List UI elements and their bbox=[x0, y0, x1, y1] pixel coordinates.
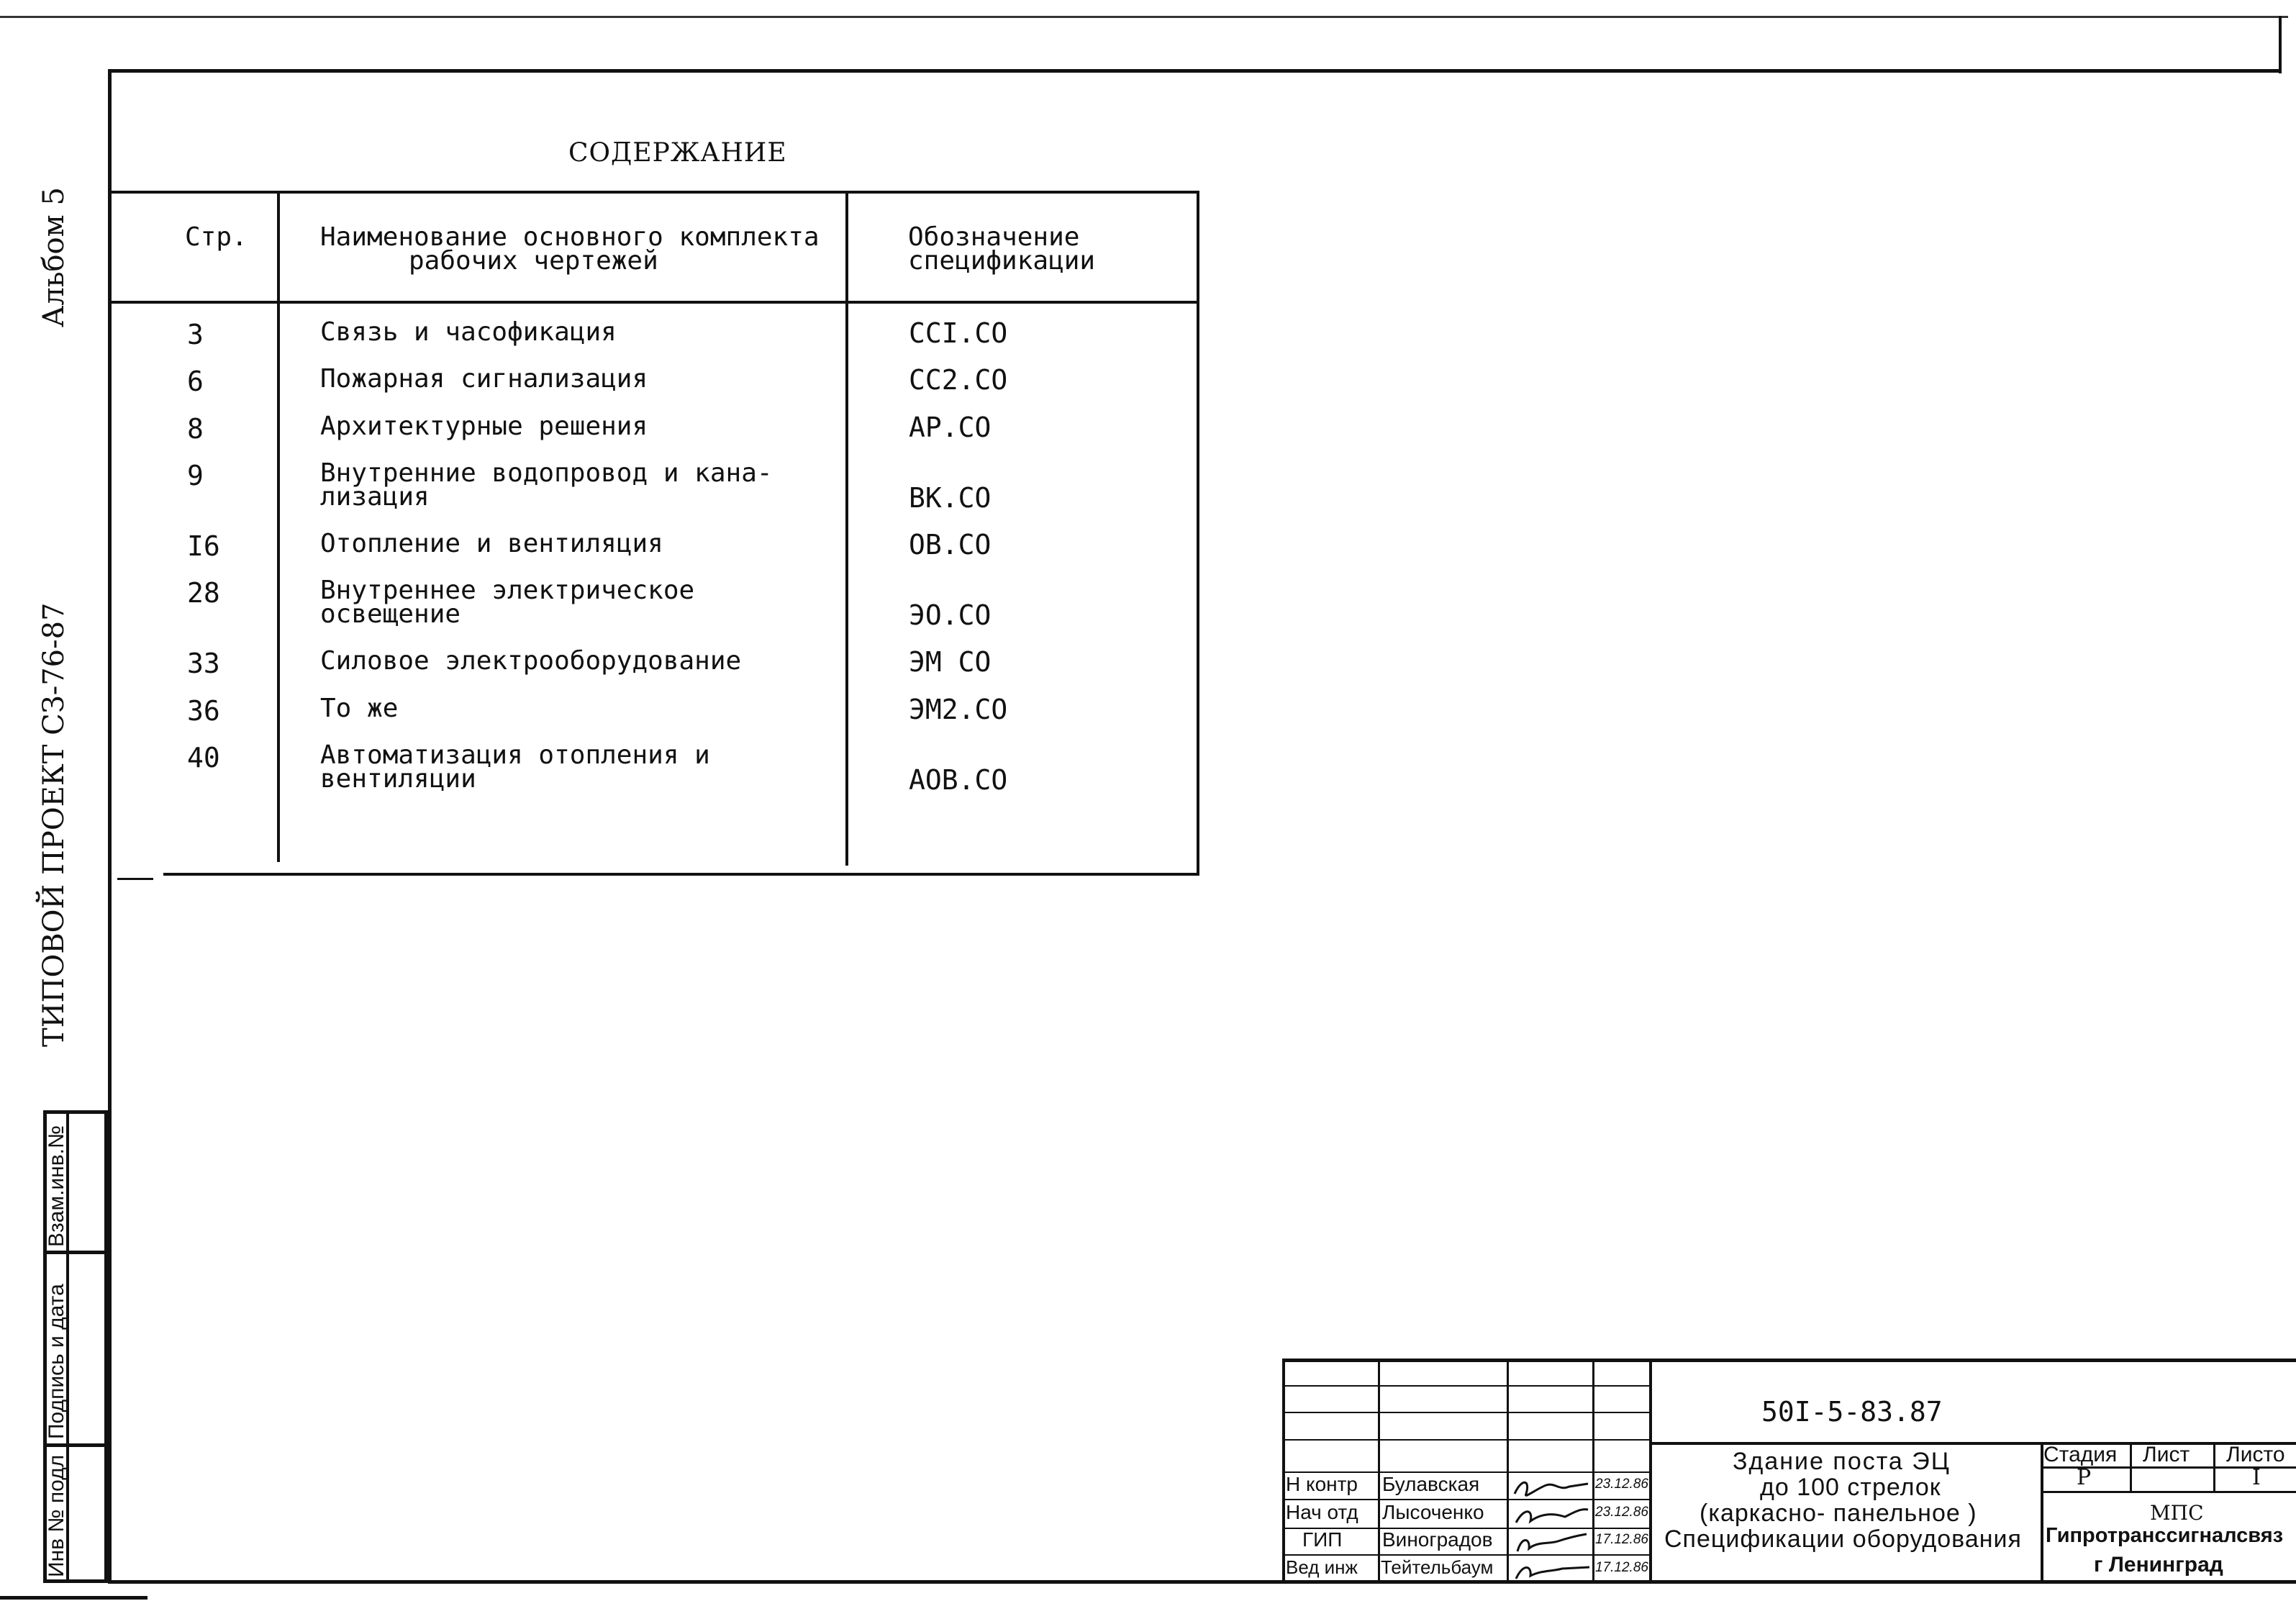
sig-row-line bbox=[1282, 1385, 1651, 1387]
signature-date-label: Подпись и дата bbox=[45, 1284, 68, 1439]
row-code: СС2.СО bbox=[909, 364, 1008, 396]
row-page: 6 bbox=[187, 366, 204, 397]
row-code: АОВ.СО bbox=[909, 764, 1008, 796]
org-name: Гипротранссигналсвяз bbox=[2046, 1524, 2284, 1547]
row-page: 8 bbox=[187, 413, 204, 445]
header-name-line2: рабочих чертежей bbox=[409, 246, 658, 276]
table-top-line bbox=[112, 191, 1198, 194]
row-page: I6 bbox=[187, 530, 220, 562]
stage-label: Стадия bbox=[2043, 1443, 2118, 1466]
sig-col-line bbox=[1378, 1359, 1380, 1582]
signer-role: Нач отд bbox=[1286, 1501, 1358, 1523]
row-name: Архитектурные решения bbox=[320, 412, 648, 441]
title-block-top-line bbox=[1282, 1359, 2296, 1362]
sheets-label: Листо bbox=[2226, 1443, 2285, 1466]
signer-date: 17.12.86 bbox=[1595, 1560, 1648, 1575]
header-code-line1: Обозначение bbox=[908, 222, 1080, 252]
row-name: Автоматизация отопления и вентиляции bbox=[320, 740, 710, 794]
signer-date: 23.12.86 bbox=[1595, 1505, 1648, 1520]
signer-name: Булавская bbox=[1382, 1473, 1480, 1495]
signer-name: Виноградов bbox=[1382, 1528, 1493, 1551]
sig-col-line bbox=[1592, 1359, 1594, 1582]
row-page: 3 bbox=[187, 319, 204, 350]
header-name-line1: Наименование основного комплекта bbox=[320, 222, 820, 252]
frame-top-border bbox=[108, 69, 2279, 73]
row-name: Пожарная сигнализация bbox=[320, 364, 648, 394]
album-label: Альбом 5 bbox=[37, 187, 71, 327]
row-code: ЭМ СО bbox=[909, 646, 992, 678]
row-code: ССI.СО bbox=[909, 317, 1008, 349]
title-code-underline bbox=[1651, 1442, 2296, 1445]
title-block-left-line bbox=[1282, 1359, 1285, 1582]
signature-3 bbox=[1517, 1534, 1587, 1551]
stage-row-line bbox=[2041, 1491, 2296, 1493]
org-city: г Ленинград bbox=[2094, 1553, 2223, 1577]
row-name: Отопление и вентиляция bbox=[320, 529, 663, 558]
sig-row-line bbox=[1282, 1412, 1651, 1413]
row-page: 28 bbox=[187, 577, 220, 609]
handwritten-signatures bbox=[1509, 1472, 1592, 1582]
row-code: АР.СО bbox=[909, 412, 992, 443]
header-code-line2: спецификации bbox=[908, 246, 1096, 276]
row-code: ЭМ2.СО bbox=[909, 694, 1008, 725]
stage-value: Р bbox=[2077, 1465, 2092, 1490]
row-name: Связь и часофикация bbox=[320, 317, 617, 347]
row-name: То же bbox=[320, 694, 399, 723]
row-name: Внутренние водопровод и кана- лизация bbox=[320, 458, 773, 512]
sheets-value: I bbox=[2252, 1465, 2261, 1490]
row-page: 33 bbox=[187, 648, 220, 679]
document-code: 50I-5-83.87 bbox=[1761, 1396, 1943, 1428]
signer-name: Тейтельбаум bbox=[1381, 1556, 1494, 1578]
approval-strip-row-line bbox=[43, 1443, 108, 1447]
signer-name: Лысоченко bbox=[1382, 1501, 1484, 1523]
row-page: 36 bbox=[187, 695, 220, 727]
table-col-line bbox=[845, 191, 848, 866]
description-line2: до 100 стрелок bbox=[1760, 1474, 1941, 1501]
table-col-line bbox=[277, 191, 280, 862]
signer-role: ГИП bbox=[1302, 1528, 1343, 1551]
contents-table bbox=[112, 191, 1199, 874]
sheet-top-edge bbox=[0, 16, 2288, 18]
org-ministry: МПС bbox=[2150, 1501, 2204, 1525]
table-bottom-line bbox=[163, 873, 1199, 876]
project-label: ТИПОВОЙ ПРОЕКТ СЗ-76-87 bbox=[37, 602, 71, 1047]
signer-role: Вед инж bbox=[1286, 1556, 1358, 1578]
description-line1: Здание поста ЭЦ bbox=[1733, 1448, 1951, 1475]
row-page: 9 bbox=[187, 460, 204, 491]
bottom-left-mark bbox=[0, 1596, 148, 1600]
signature-4 bbox=[1516, 1567, 1589, 1579]
row-code: ЭО.СО bbox=[909, 599, 992, 631]
row-code: ВК.СО bbox=[909, 482, 992, 514]
contents-title: СОДЕРЖАНИЕ bbox=[568, 138, 787, 168]
row-page: 40 bbox=[187, 742, 220, 774]
table-right-line bbox=[1197, 191, 1199, 873]
sig-row-line bbox=[1282, 1554, 1651, 1556]
approval-strip-row-line bbox=[43, 1251, 108, 1254]
header-page: Стр. bbox=[185, 222, 248, 252]
table-bottom-stub bbox=[117, 878, 153, 880]
sheet-right-edge bbox=[2279, 16, 2282, 73]
description-line3: (каркасно- панельное ) bbox=[1700, 1500, 1977, 1527]
description-line4: Спецификации оборудования bbox=[1664, 1525, 2022, 1553]
sig-row-line bbox=[1282, 1499, 1651, 1500]
signer-date: 23.12.86 bbox=[1595, 1477, 1648, 1492]
row-name: Внутреннее электрическое освещение bbox=[320, 576, 695, 629]
signer-date: 17.12.86 bbox=[1595, 1532, 1648, 1547]
original-inventory-label: Инв № подл bbox=[45, 1454, 68, 1577]
row-name: Силовое электрооборудование bbox=[320, 646, 742, 676]
frame-bottom-border bbox=[108, 1580, 2296, 1584]
signature-2 bbox=[1516, 1510, 1588, 1523]
signer-role: Н контр bbox=[1286, 1473, 1358, 1495]
signature-1 bbox=[1515, 1482, 1588, 1495]
sig-row-line bbox=[1282, 1439, 1651, 1441]
sheet-label: Лист bbox=[2143, 1443, 2190, 1466]
title-block-mid-line bbox=[1649, 1359, 1652, 1582]
replacement-inventory-label: Взам.инв.№ bbox=[45, 1125, 68, 1247]
table-header-line bbox=[112, 301, 1199, 304]
row-code: ОВ.СО bbox=[909, 529, 992, 561]
